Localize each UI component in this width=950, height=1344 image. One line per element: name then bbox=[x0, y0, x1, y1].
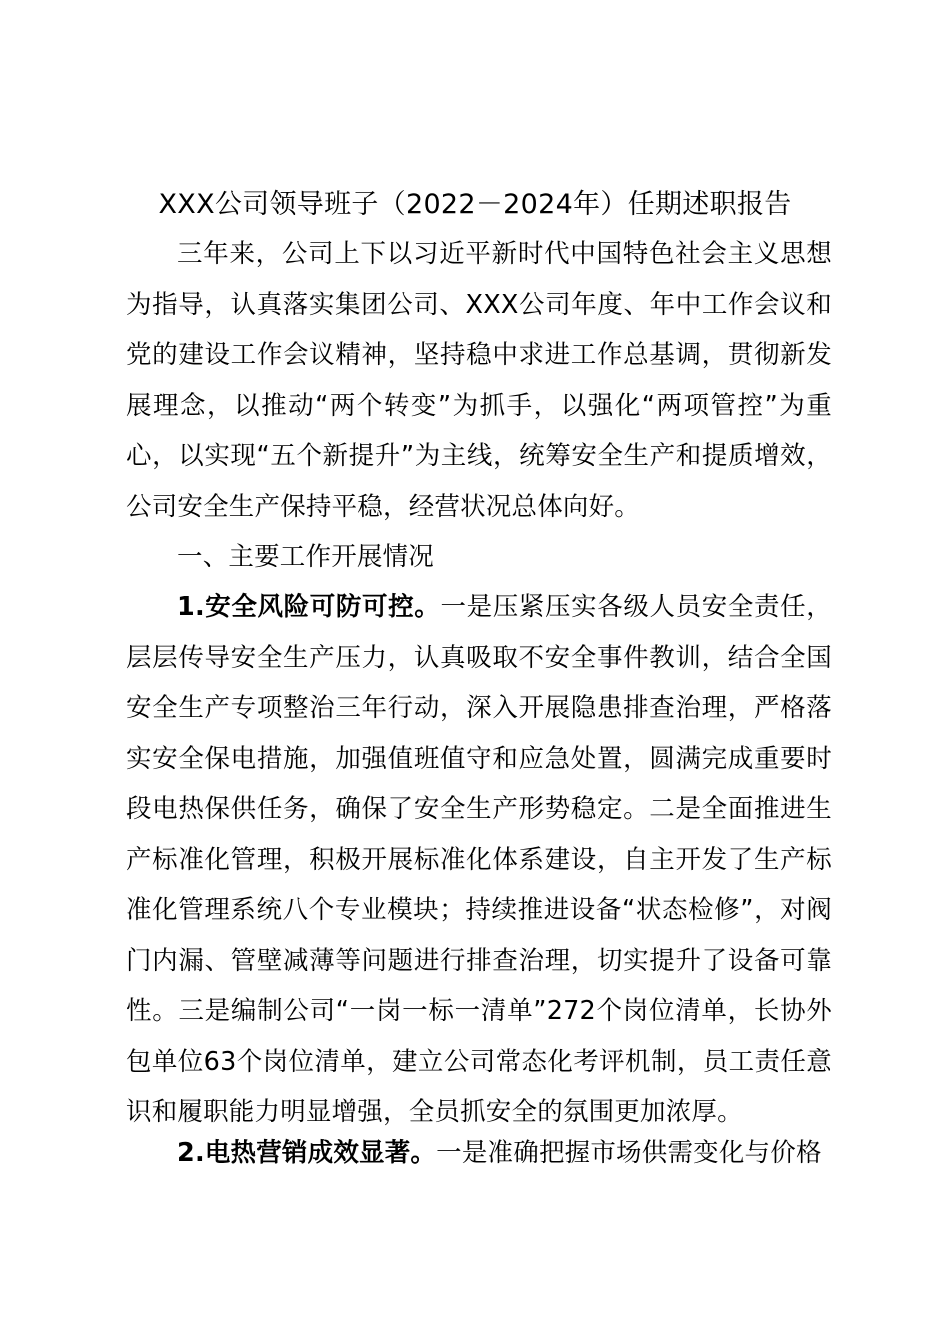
item-2-text: 一是准确把握市场供需变化与价格 bbox=[436, 1138, 822, 1168]
paragraph-item-2 bbox=[126, 1128, 832, 1179]
paragraph-item-1 bbox=[126, 582, 832, 1138]
item-2-lead: 2.电热营销成效显著。 bbox=[177, 1138, 437, 1168]
item-1-text: 一是压紧压实各级人员安全责任，层层传导安全生产压力，认真吸取不安全事件教训，结合全国安全生产专项整治三年行动，深入开展隐患排查治理，严格落实安全保电措施，加强值班值守和应急处置，圆满完成重要时段电热保供任务，确保了安全生产形势稳定。二是全面推进生产标准化管理，积极开展标准化体系建设，自主开发了生产标准化管理系统八个专业模块；持续推进设备“状态检修”，对阀门内漏、管壁减薄等问题进行排查治理，切实提升了设备可靠性。三是编制公司“一岗一标一清单”272个岗位清单，长协外包单位63个岗位清单，建立公司常态化考评机制，员工责任意识和履职能力明显增强，全员抓安全的氛围更加浓厚。 bbox=[126, 592, 832, 1127]
document-title: XXX公司领导班子（2022－2024年）任期述职报告 bbox=[158, 189, 792, 220]
item-1-lead: 1.安全风险可防可控。 bbox=[177, 592, 441, 622]
section-heading: 一、主要工作开展情况 bbox=[177, 542, 435, 572]
intro-paragraph: 三年来，公司上下以习近平新时代中国特色社会主义思想为指导，认真落实集团公司、XXX公司年度、年中工作会议和党的建设工作会议精神，坚持稳中求进工作总基调，贯彻新发展理念，以推动“两个转变”为抓手，以强化“两项管控”为重心，以实现“五个新提升”为主线，统筹安全生产和提质增效，公司安全生产保持平稳，经营状况总体向好。 bbox=[126, 239, 832, 522]
